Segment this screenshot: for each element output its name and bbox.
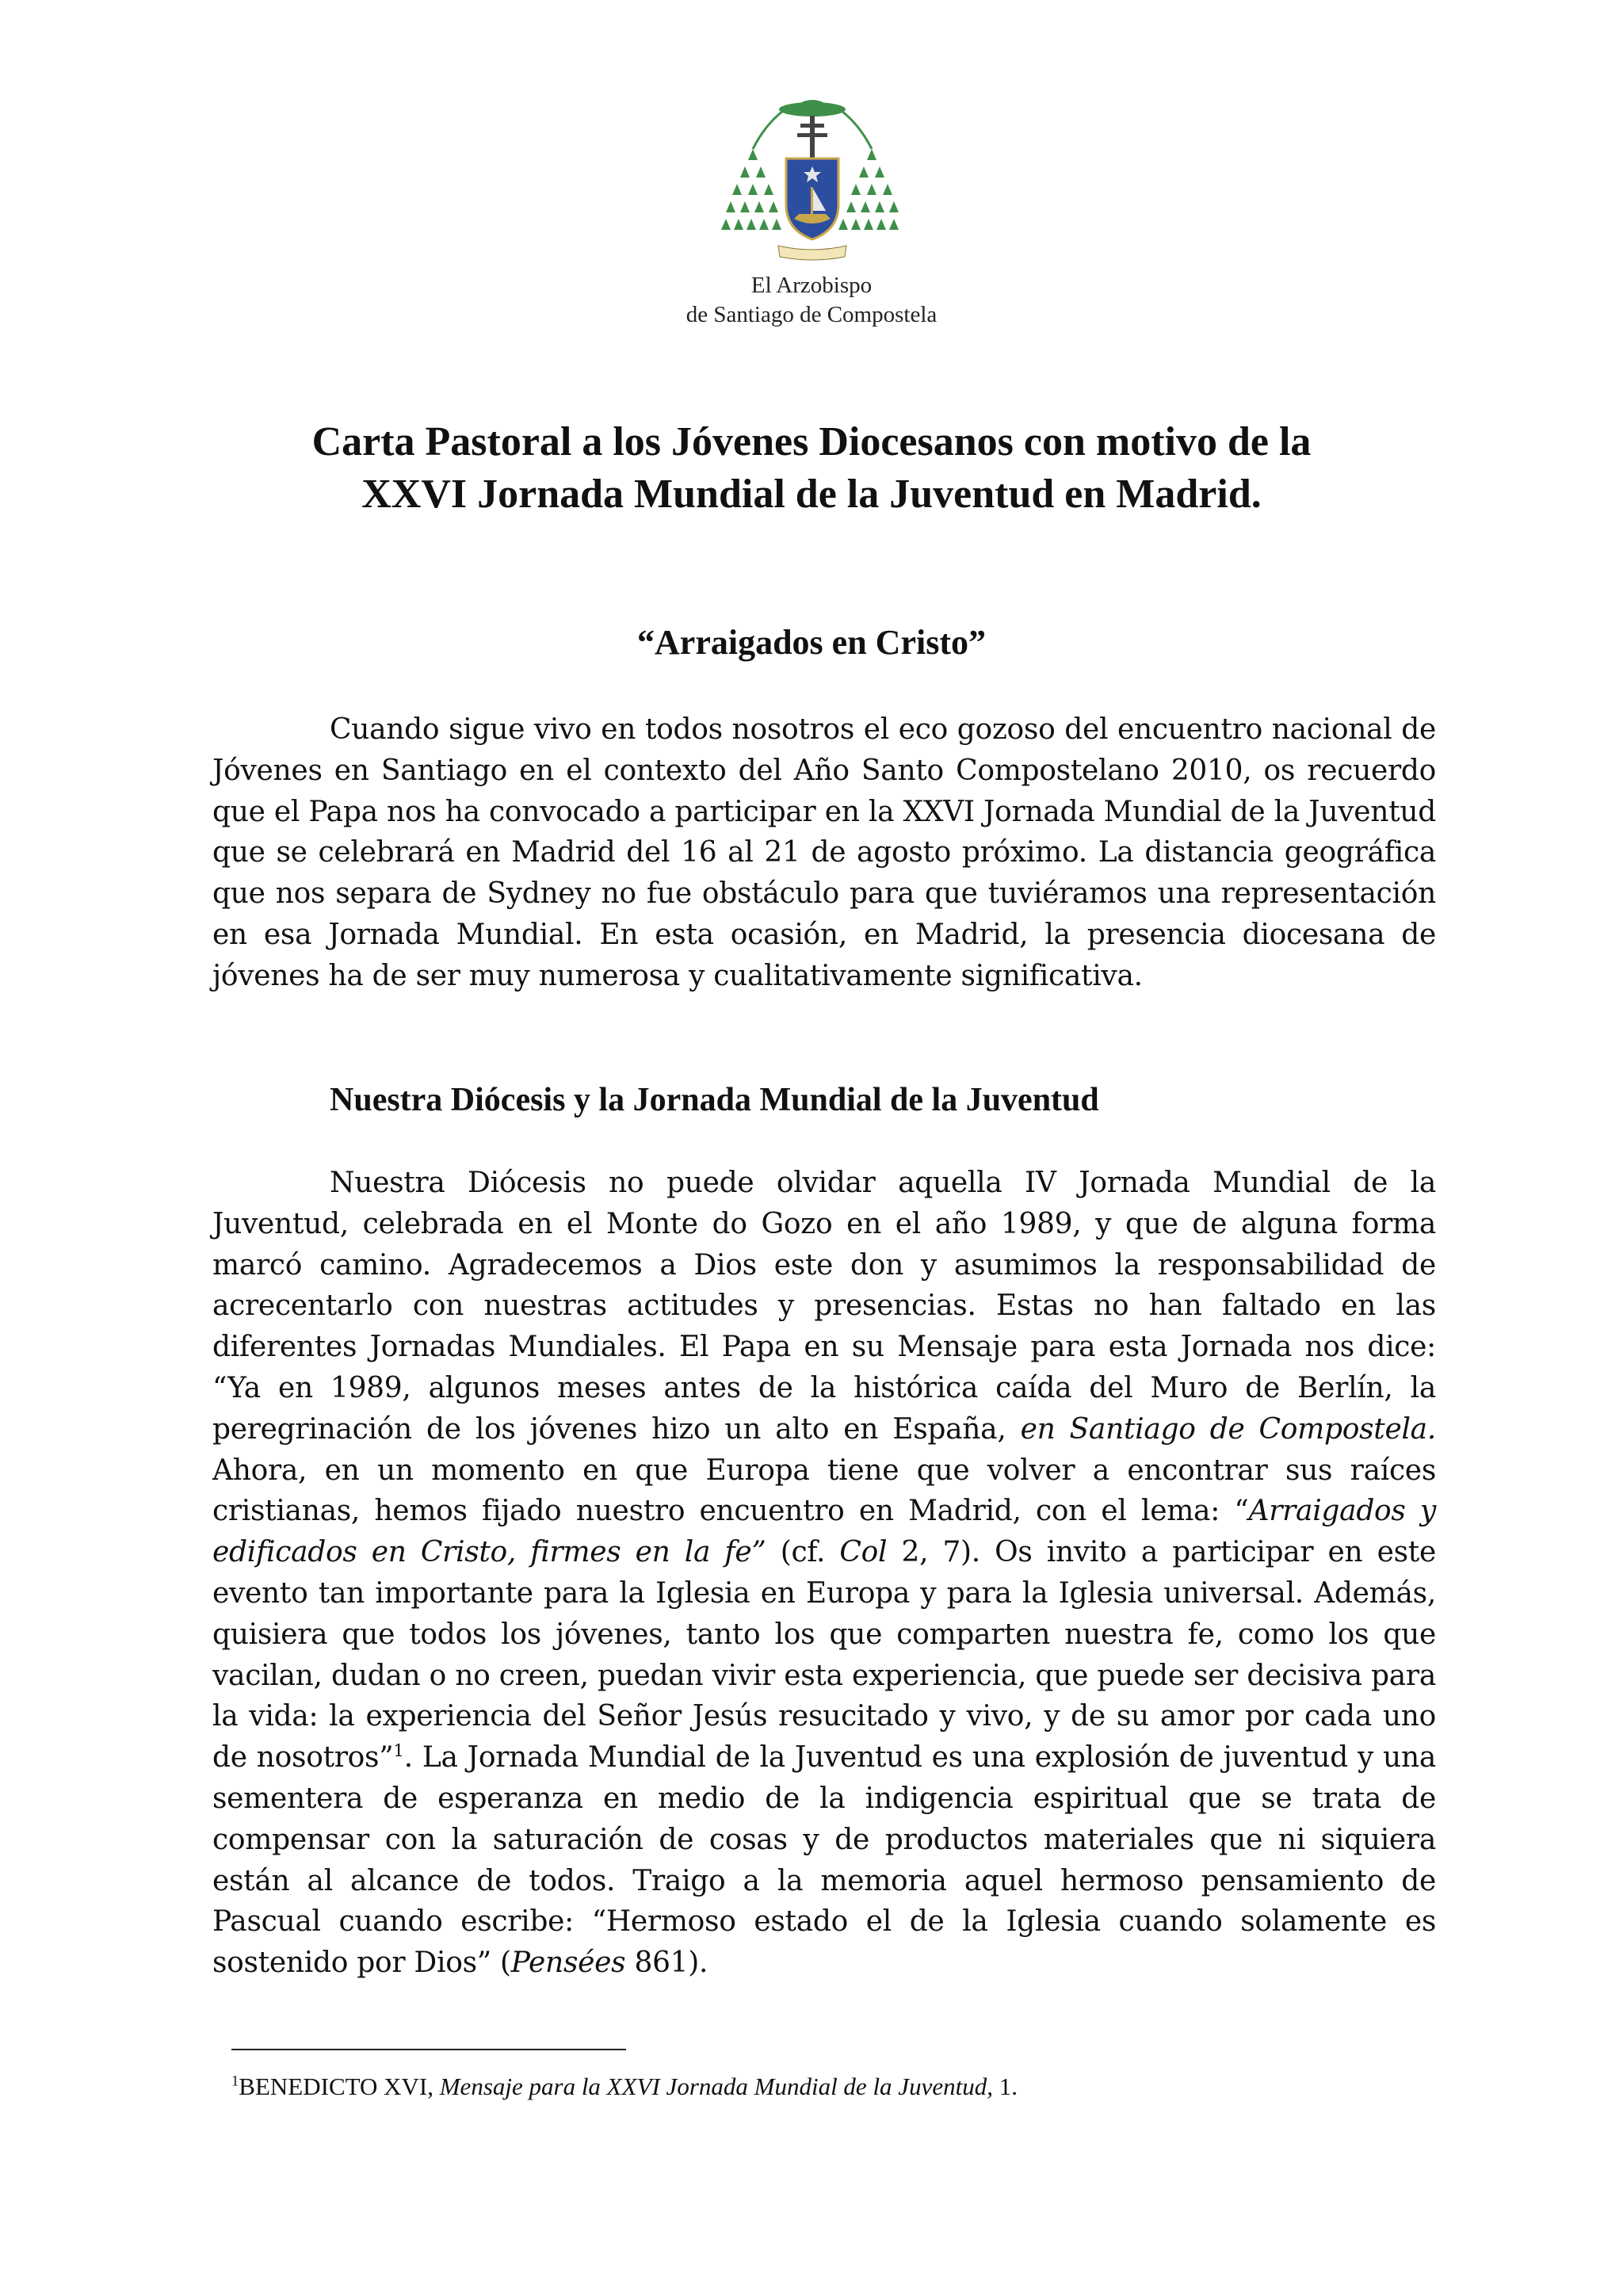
section-italic-place: en Santiago de Compostela. <box>1020 1412 1436 1446</box>
section-text-part3: (cf. <box>780 1536 826 1569</box>
section-paragraph <box>212 1163 1436 1984</box>
section-italic-motto: Arraigados y edificados en Cristo, firmes en la fe” <box>212 1495 1437 1569</box>
section-heading: Nuestra Diócesis y la Jornada Mundial de la Juventud <box>330 1082 1099 1118</box>
signature-title: El Arzobispo <box>750 273 873 298</box>
footnote <box>231 2072 1420 2102</box>
footnote-number: 1 <box>231 2073 239 2090</box>
section-text-part6: 861). <box>634 1946 708 1980</box>
section-italic-pensees: Pensées <box>510 1946 626 1980</box>
document-title-line1: Carta Pastoral a los Jóvenes Diocesanos con motivo de la <box>311 419 1312 464</box>
section-text-part5: . La Jornada Mundial de la Juventud es una explosión de juventud y una sementera de esperanza en medio de la indigencia espiritual que se trata de compensar con la saturación de cosas y de productos materiales que ni siquiera están al alcance de todos. Traigo a la memoria aquel hermoso pensamiento de Pascual cuando escribe: “Hermoso estado el de la Iglesia cuando solamente es sostenido por Dios” ( <box>212 1741 1436 1980</box>
intro-paragraph: Cuando sigue vivo en todos nosotros el eco gozoso del encuentro nacional de Jóvenes en Santiago en el contexto del Año Santo Compostelano 2010, os recuerdo que el Papa nos ha convocado a participar en la XXVI Jornada Mundial de la Juventud que se celebrará en Madrid del 16 al 21 de agosto próximo. La distancia geográfica que nos separa de Sydney no fue obstáculo para que tuviéramos una representación en esa Jornada Mundial. En esta ocasión, en Madrid, la presencia diocesana de jóvenes ha de ser muy numerosa y cualitativamente significativa. <box>212 713 1436 992</box>
signature-see: de Santiago de Compostela <box>685 302 938 327</box>
footnote-end: 1. <box>999 2073 1018 2100</box>
footnote-title: Mensaje para la XXVI Jornada Mundial de la Juventud, <box>439 2073 993 2100</box>
footnote-author: BENEDICTO XVI, <box>239 2073 433 2100</box>
document-title-line2: XXVI Jornada Mundial de la Juventud en Madrid. <box>361 472 1262 517</box>
footnote-reference[interactable]: 1 <box>393 1741 404 1762</box>
footnote-divider <box>231 2049 626 2050</box>
section-text-part4: 2, 7). Os invito a participar en este evento tan importante para la Iglesia en Europa y para la Iglesia universal. Además, quisiera que todos los jóvenes, tanto los que comparten nuestra fe, como los que vacilan, dudan o no creen, puedan vivir esta experiencia, que puede ser decisiva para la vida: la experiencia del Señor Jesús resucitado y vivo, y de su amor por cada uno de nosotros” <box>212 1536 1436 1775</box>
section-italic-col: Col <box>839 1536 888 1569</box>
section-text-part1: Nuestra Diócesis no puede olvidar aquella IV Jornada Mundial de la Juventud, celebrada en el Monte do Gozo en el año 1989, y que de alguna forma marcó camino. Agradecemos a Dios este don y asumimos la responsabilidad de acrecentarlo con nuestras actitudes y presencias. Estas no han faltado en las diferentes Jornadas Mundiales. El Papa en su Mensaje para esta Jornada nos dice: “Ya en 1989, algunos meses antes de la histórica caída del Muro de Berlín, la peregrinación de los jóvenes hizo un alto en España, <box>212 1167 1436 1446</box>
section-text-part2: Ahora, en un momento en que Europa tiene que volver a encontrar sus raíces cristianas, hemos fijado nuestro encuentro en Madrid, con el lema: “ <box>212 1454 1436 1528</box>
document-subtitle: “Arraigados en Cristo” <box>637 623 986 662</box>
archbishop-coat-of-arms-icon <box>721 94 903 266</box>
